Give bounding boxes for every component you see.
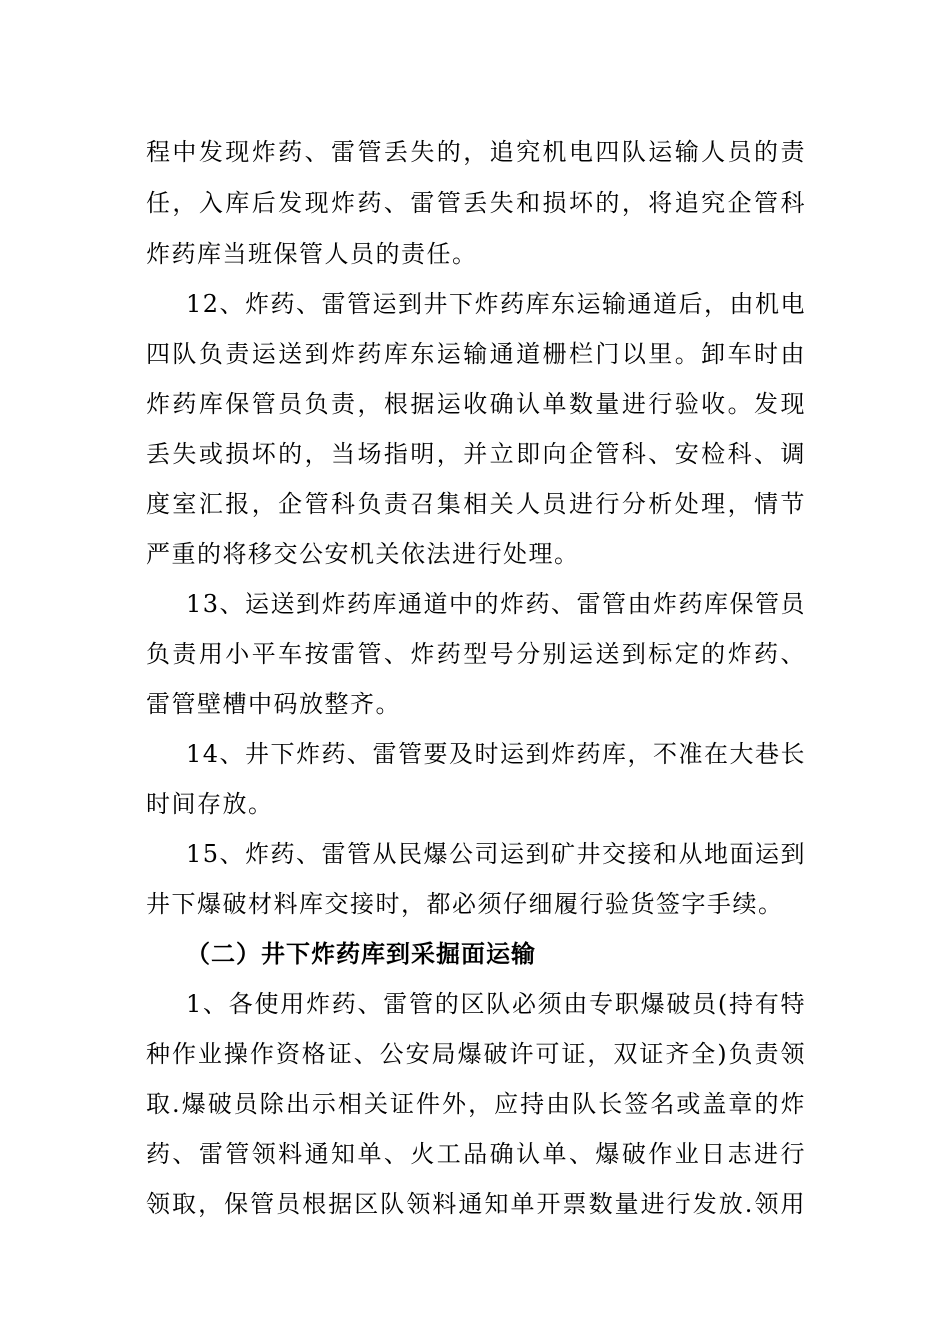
text-line: 负责用小平车按雷管、炸药型号分别运送到标定的炸药、 xyxy=(146,640,806,668)
text-line: 时间存放。 xyxy=(146,790,274,818)
text-line: 严重的将移交公安机关依法进行处理。 xyxy=(146,540,580,568)
text-line: 丢失或损坏的，当场指明，并立即向企管科、安检科、调 xyxy=(146,440,806,468)
section-heading: （二）井下炸药库到采掘面运输 xyxy=(186,940,536,968)
text-line: 程中发现炸药、雷管丢失的，追究机电四队运输人员的责 xyxy=(146,138,806,166)
paragraph-12-start: 12、炸药、雷管运到井下炸药库东运输通道后，由机电 xyxy=(186,290,807,318)
paragraph-15-start: 15、炸药、雷管从民爆公司运到矿井交接和从地面运到 xyxy=(186,840,807,868)
paragraph-14-start: 14、井下炸药、雷管要及时运到炸药库，不准在大巷长 xyxy=(186,740,807,768)
text-line: 领取，保管员根据区队领料通知单开票数量进行发放.领用 xyxy=(146,1190,806,1218)
text-line: 种作业操作资格证、公安局爆破许可证，双证齐全)负责领 xyxy=(146,1040,806,1068)
text-line: 任，入库后发现炸药、雷管丢失和损坏的，将追究企管科 xyxy=(146,189,806,217)
text-line: 井下爆破材料库交接时，都必须仔细履行验货签字手续。 xyxy=(146,890,784,918)
paragraph-1-start: 1、各使用炸药、雷管的区队必须由专职爆破员(持有特 xyxy=(186,990,806,1018)
text-line: 度室汇报，企管科负责召集相关人员进行分析处理，情节 xyxy=(146,490,806,518)
text-line: 药、雷管领料通知单、火工品确认单、爆破作业日志进行 xyxy=(146,1140,806,1168)
text-line: 炸药库保管员负责，根据运收确认单数量进行验收。发现 xyxy=(146,390,806,418)
text-line: 取.爆破员除出示相关证件外，应持由队长签名或盖章的炸 xyxy=(146,1090,806,1118)
paragraph-13-start: 13、运送到炸药库通道中的炸药、雷管由炸药库保管员 xyxy=(186,590,807,618)
text-line: 雷管壁槽中码放整齐。 xyxy=(146,690,401,718)
text-line: 四队负责运送到炸药库东运输通道栅栏门以里。卸车时由 xyxy=(146,340,806,368)
text-line: 炸药库当班保管人员的责任。 xyxy=(146,240,478,268)
